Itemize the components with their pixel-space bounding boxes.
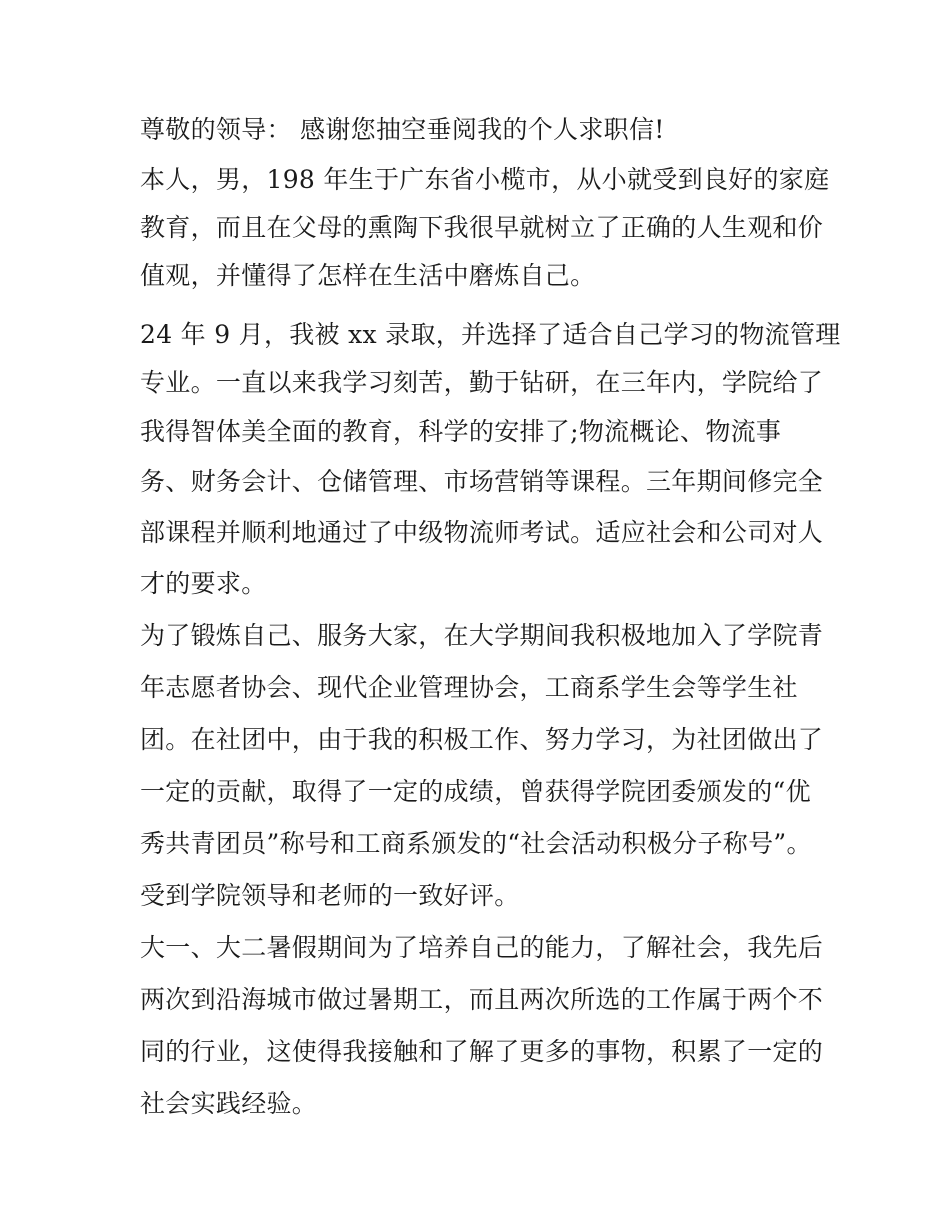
text-line: 大一、大二暑假期间为了培养自己的能力，了解社会，我先后 bbox=[140, 933, 824, 962]
text-line: 24 年 9 月，我被 xx 录取，并选择了适合自己学习的物流管理 bbox=[140, 320, 841, 349]
text-line: 部课程并顺利地通过了中级物流师考试。适应社会和公司对人 bbox=[140, 518, 824, 547]
text-line: 值观，并懂得了怎样在生活中磨炼自己。 bbox=[140, 261, 596, 290]
text-line: 年志愿者协会、现代企业管理协会，工商系学生会等学生社 bbox=[140, 673, 798, 702]
text-line: 同的行业，这使得我接触和了解了更多的事物，积累了一定的 bbox=[140, 1037, 824, 1066]
text-line: 才的要求。 bbox=[140, 569, 267, 598]
text-line: 社会实践经验。 bbox=[140, 1089, 318, 1118]
text-line: 教育，而且在父母的熏陶下我很早就树立了正确的人生观和价 bbox=[140, 213, 824, 242]
text-line: 受到学院领导和老师的一致好评。 bbox=[140, 881, 520, 910]
text-line: 务、财务会计、仓储管理、市场营销等课程。三年期间修完全 bbox=[140, 467, 824, 496]
text-line: 一定的贡献，取得了一定的成绩，曾获得学院团委颁发的“优 bbox=[140, 777, 811, 806]
text-line: 本人，男，198 年生于广东省小榄市，从小就受到良好的家庭 bbox=[140, 165, 830, 194]
text-line: 秀共青团员”称号和工商系颁发的“社会活动积极分子称号”。 bbox=[140, 829, 812, 858]
text-line: 为了锻炼自己、服务大家，在大学期间我积极地加入了学院青 bbox=[140, 621, 824, 650]
text-line: 团。在社团中，由于我的积极工作、努力学习，为社团做出了 bbox=[140, 725, 824, 754]
text-line: 我得智体美全面的教育，科学的安排了;物流概论、物流事 bbox=[140, 417, 782, 446]
text-line: 专业。一直以来我学习刻苦，勤于钻研，在三年内，学院给了 bbox=[140, 368, 824, 397]
text-line: 尊敬的领导： 感谢您抽空垂阅我的个人求职信! bbox=[140, 115, 665, 144]
text-line: 两次到沿海城市做过暑期工，而且两次所选的工作属于两个不 bbox=[140, 985, 824, 1014]
